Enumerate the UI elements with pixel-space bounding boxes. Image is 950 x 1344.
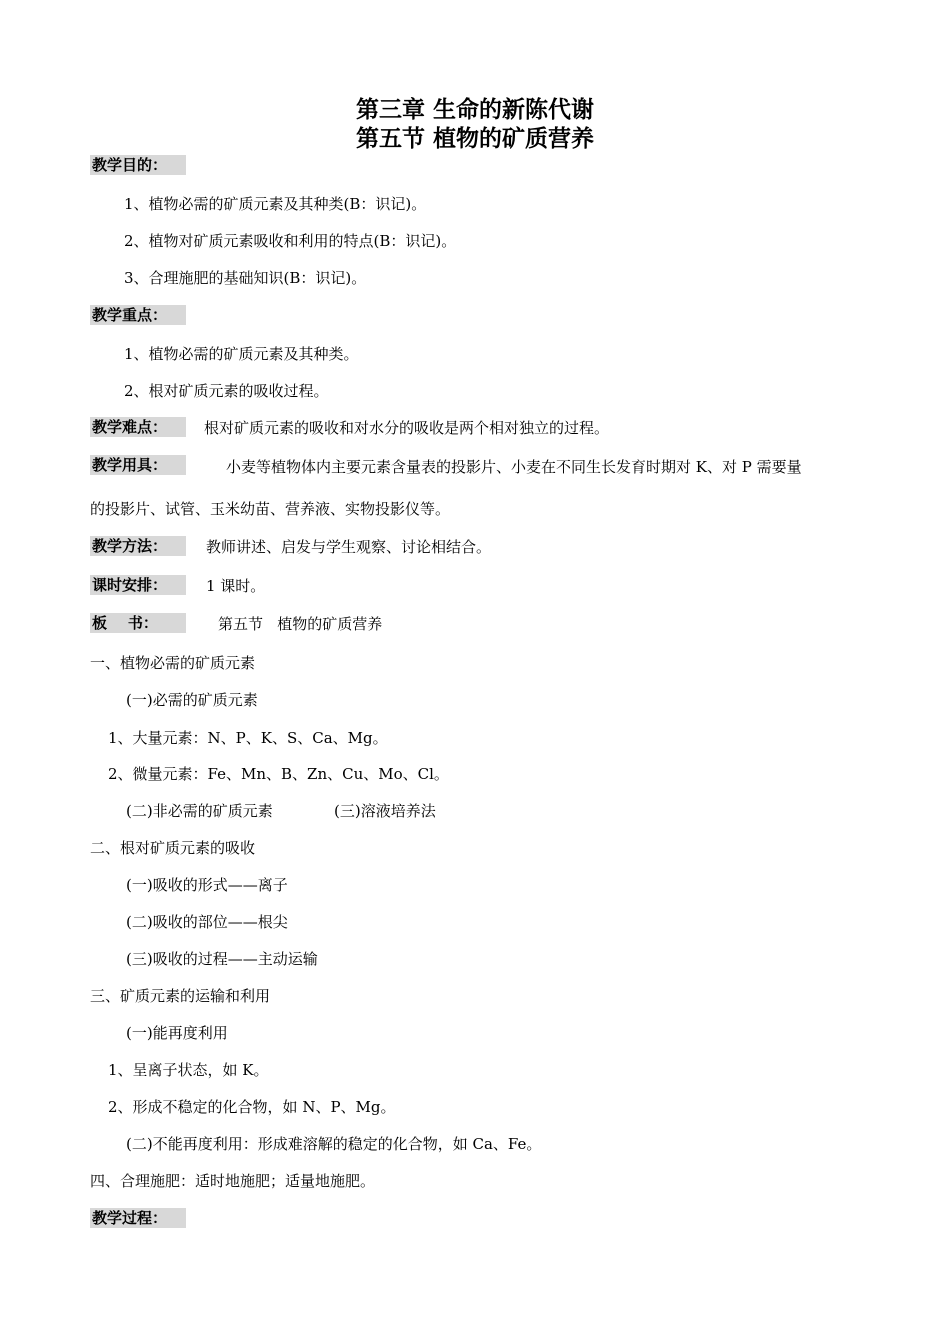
board-label: 板 书：	[90, 613, 186, 633]
tools-text-line-2: 的投影片、试管、玉米幼苗、营养液、实物投影仪等。	[90, 500, 451, 518]
board-line: 三、矿质元素的运输和利用	[90, 987, 271, 1005]
objectives-label: 教学目的：	[90, 155, 186, 175]
board-line: 1、大量元素：N、P、K、S、Ca、Mg。	[108, 729, 388, 747]
board-line: (三)溶液培养法	[334, 802, 436, 820]
schedule-text: 1 课时。	[206, 577, 266, 595]
key-point-item-1: 1、植物必需的矿质元素及其种类。	[124, 345, 359, 363]
tools-text-line-1: 小麦等植物体内主要元素含量表的投影片、小麦在不同生长发育时期对 K、对 P 需要量	[226, 458, 802, 476]
difficulty-text: 根对矿质元素的吸收和对水分的吸收是两个相对独立的过程。	[204, 419, 610, 437]
board-line: (二)不能再度利用：形成难溶解的稳定的化合物，如 Ca、Fe。	[126, 1135, 542, 1153]
board-line: (一)吸收的形式——离子	[126, 876, 288, 894]
objective-item-1: 1、植物必需的矿质元素及其种类(B：识记)。	[124, 195, 427, 213]
methods-label: 教学方法：	[90, 536, 186, 556]
board-heading: 第五节 植物的矿质营养	[218, 615, 383, 633]
board-line: (一)能再度利用	[126, 1024, 228, 1042]
board-line: 2、形成不稳定的化合物，如 N、P、Mg。	[108, 1098, 396, 1116]
process-label: 教学过程：	[90, 1208, 186, 1228]
methods-text: 教师讲述、启发与学生观察、讨论相结合。	[206, 538, 492, 556]
tools-label: 教学用具：	[90, 455, 186, 475]
key-point-item-2: 2、根对矿质元素的吸收过程。	[124, 382, 329, 400]
board-line: 二、根对矿质元素的吸收	[90, 839, 256, 857]
board-line: (二)吸收的部位——根尖	[126, 913, 288, 931]
board-line: 四、合理施肥：适时地施肥；适量地施肥。	[90, 1172, 376, 1190]
section-title: 第五节 植物的矿质营养	[355, 126, 594, 152]
board-line: (一)必需的矿质元素	[126, 691, 258, 709]
chapter-title: 第三章 生命的新陈代谢	[355, 97, 594, 123]
board-line: 2、微量元素：Fe、Mn、B、Zn、Cu、Mo、Cl。	[108, 765, 449, 783]
key-points-label: 教学重点：	[90, 305, 186, 325]
board-line: (三)吸收的过程——主动运输	[126, 950, 318, 968]
board-line: 1、呈离子状态，如 K。	[108, 1061, 269, 1079]
board-line: 一、植物必需的矿质元素	[90, 654, 256, 672]
board-line: (二)非必需的矿质元素	[126, 802, 273, 820]
difficulty-label: 教学难点：	[90, 417, 186, 437]
schedule-label: 课时安排：	[90, 575, 186, 595]
objective-item-2: 2、植物对矿质元素吸收和利用的特点(B：识记)。	[124, 232, 457, 250]
objective-item-3: 3、合理施肥的基础知识(B：识记)。	[124, 269, 367, 287]
